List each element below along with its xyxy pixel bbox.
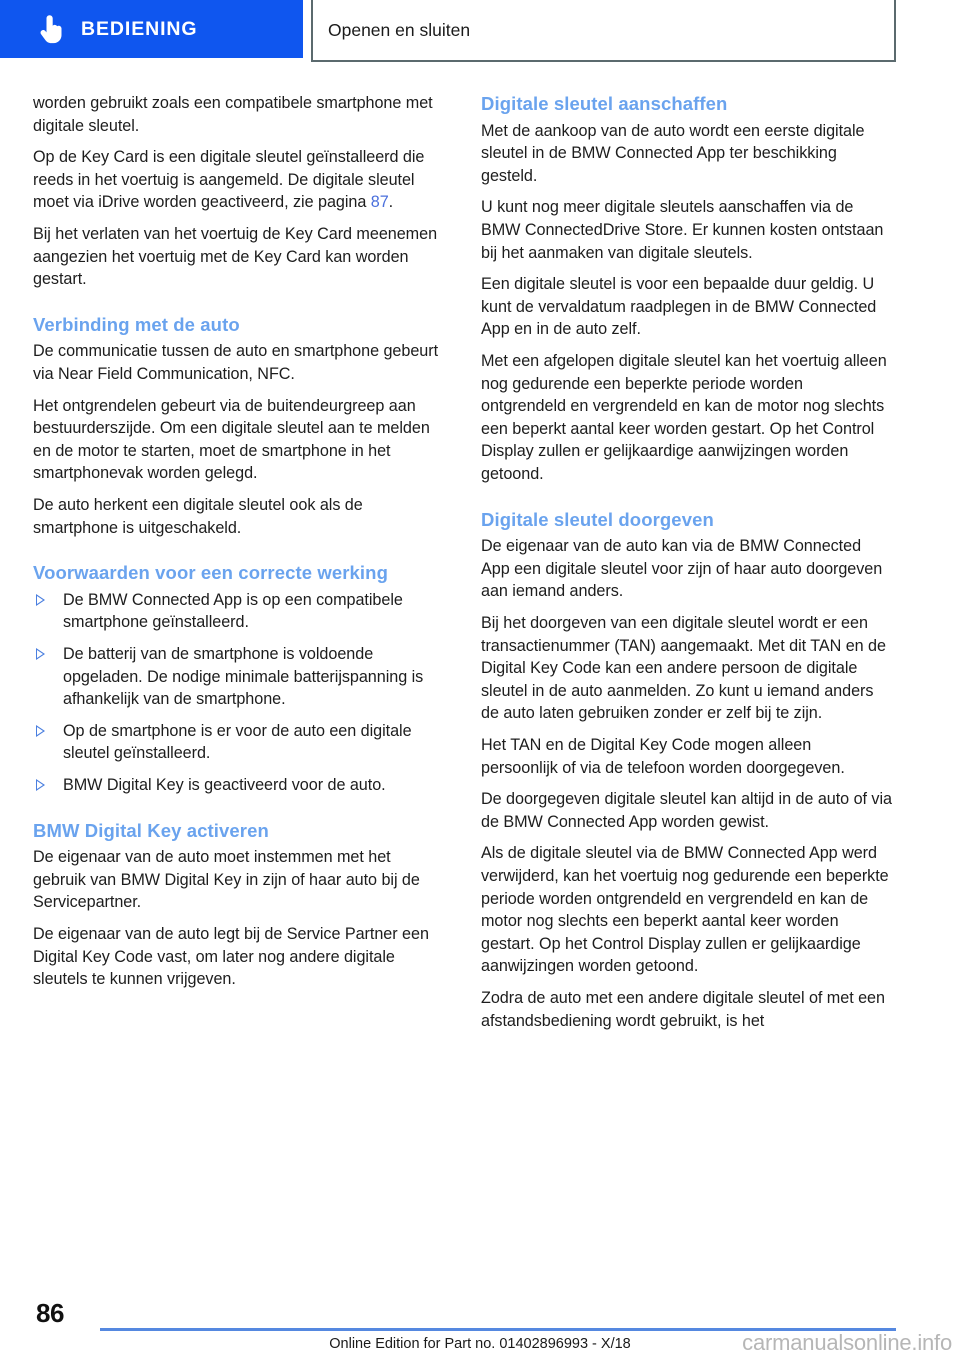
left-column: [33, 92, 444, 991]
body-paragraph: De eigenaar van de auto kan via de BMW Connected App een digitale sleutel voor zijn of haar auto doorgeven aan iemand anders.: [481, 537, 883, 601]
list-item: [33, 589, 444, 634]
section-heading: BMW Digital Key activeren: [33, 819, 269, 841]
list-item: [33, 643, 444, 711]
triangle-bullet-icon: [36, 779, 45, 791]
section-heading: Digitale sleutel aanschaffen: [481, 93, 728, 114]
edition-note: Online Edition for Part no. 01402896993 - X/18: [329, 1336, 631, 1352]
body-paragraph: Met een afgelopen digitale sleutel kan het voertuig alleen nog gedurende een beperkte periode worden ontgrendeld en vergrendeld en kan de motor nog slechts een beperkt aantal keer worden gestart. Op het Control Display zullen er gelijkaardige aanwijzingen worden getoond.: [481, 352, 887, 483]
body-paragraph: Bij het doorgeven van een digitale sleutel wordt er een transactienummer (TAN) aangemaakt. Met dit TAN en de Digital Key Code kan een andere persoon de digitale sleutel in de auto aanmelden. Zo kunt u iemand anders de auto laten gebruiken zonder er zelf bij te zijn.: [481, 614, 886, 723]
body-paragraph: worden gebruikt zoals een compatibele smartphone met digitale sleutel.: [33, 94, 433, 135]
section-heading: Verbinding met de auto: [33, 313, 240, 335]
condition-list: [33, 589, 444, 797]
body-paragraph: Het TAN en de Digital Key Code mogen alleen persoonlijk of via de telefoon worden doorgegeven.: [481, 736, 845, 777]
page-number: 86: [36, 1298, 64, 1328]
list-item-label: De BMW Connected App is op een compatibele smartphone geïnstalleerd.: [63, 590, 403, 632]
breadcrumb: [311, 0, 896, 62]
paragraph-text-tail: .: [388, 193, 394, 212]
section-heading: Digitale sleutel doorgeven: [481, 508, 714, 530]
body-paragraph: Een digitale sleutel is voor een bepaalde duur geldig. U kunt de vervaldatum raadplegen in de BMW Connected App en in de auto zelf.: [481, 275, 877, 339]
body-paragraph: [33, 146, 444, 214]
pointing-hand-icon: [38, 14, 64, 44]
body-paragraph: Bij het verlaten van het voertuig de Key Card meenemen aangezien het voertuig met de Key Card kan worden gestart.: [33, 224, 438, 289]
body-paragraph: U kunt nog meer digitale sleutels aanschaffen via de BMW ConnectedDrive Store. Er kunnen kosten ontstaan bij het aanmaken van digitale sleutels.: [481, 198, 884, 262]
triangle-bullet-icon: [36, 725, 45, 737]
triangle-bullet-icon: [36, 648, 45, 660]
body-paragraph: De doorgegeven digitale sleutel kan altijd in de auto of via de BMW Connected App worden gewist.: [481, 790, 892, 831]
page-reference-link[interactable]: 87: [370, 193, 389, 212]
page-header: [0, 0, 960, 66]
chapter-tab[interactable]: [0, 0, 303, 58]
page-footer: [0, 1290, 960, 1362]
list-item-label: De batterij van de smartphone is voldoende opgeladen. De nodige minimale batterijspanning is afhankelijk van de smartphone.: [63, 645, 424, 709]
section-heading: Voorwaarden voor een correcte werking: [33, 562, 388, 584]
body-paragraph: Het ontgrendelen gebeurt via de buitendeurgreep aan bestuurderszijde. Om een digitale sleutel aan te melden en de motor te starten, moet de smartphone in het smartphonevak worden gelegd.: [33, 396, 430, 483]
paragraph-text: Op de Key Card is een digitale sleutel geïnstalleerd die reeds in het voertuig is aangemeld. De digitale sleutel moet via iDrive worden geactiveerd, zie pagina: [33, 148, 425, 212]
list-item: [33, 774, 444, 797]
breadcrumb-label: Openen en sluiten: [328, 19, 471, 40]
right-column: [481, 92, 892, 1032]
body-paragraph: De eigenaar van de auto moet instemmen met het gebruik van BMW Digital Key in zijn of haar auto bij de Servicepartner.: [33, 848, 420, 912]
list-item-label: Op de smartphone is er voor de auto een digitale sleutel geïnstalleerd.: [63, 721, 412, 763]
body-paragraph: De communicatie tussen de auto en smartphone gebeurt via Near Field Communication, NFC.: [33, 342, 439, 384]
list-item-label: BMW Digital Key is geactiveerd voor de auto.: [63, 776, 386, 794]
watermark: carmanualsonline.info: [742, 1330, 952, 1355]
body-paragraph: Met de aankoop van de auto wordt een eerste digitale sleutel in de BMW Connected App ter beschikking gesteld.: [481, 121, 865, 185]
body-paragraph: De auto herkent een digitale sleutel ook als de smartphone is uitgeschakeld.: [33, 495, 363, 537]
chapter-tab-label: BEDIENING: [81, 17, 198, 40]
body-paragraph: Als de digitale sleutel via de BMW Connected App werd verwijderd, kan het voertuig nog gedurende een beperkte periode worden ontgrendeld en vergrendeld en kan de motor nog slechts een beperkt aantal keer worden gestart. Op het Control Display zullen er gelijkaardige aanwijzingen worden getoond.: [481, 844, 889, 976]
triangle-bullet-icon: [36, 594, 45, 606]
body-paragraph: De eigenaar van de auto legt bij de Service Partner een Digital Key Code vast, om later nog andere digitale sleutels te kunnen vrijgeven.: [33, 925, 429, 989]
body-paragraph: Zodra de auto met een andere digitale sleutel of met een afstandsbediening wordt gebruikt, is het: [481, 988, 885, 1030]
list-item: [33, 720, 444, 765]
